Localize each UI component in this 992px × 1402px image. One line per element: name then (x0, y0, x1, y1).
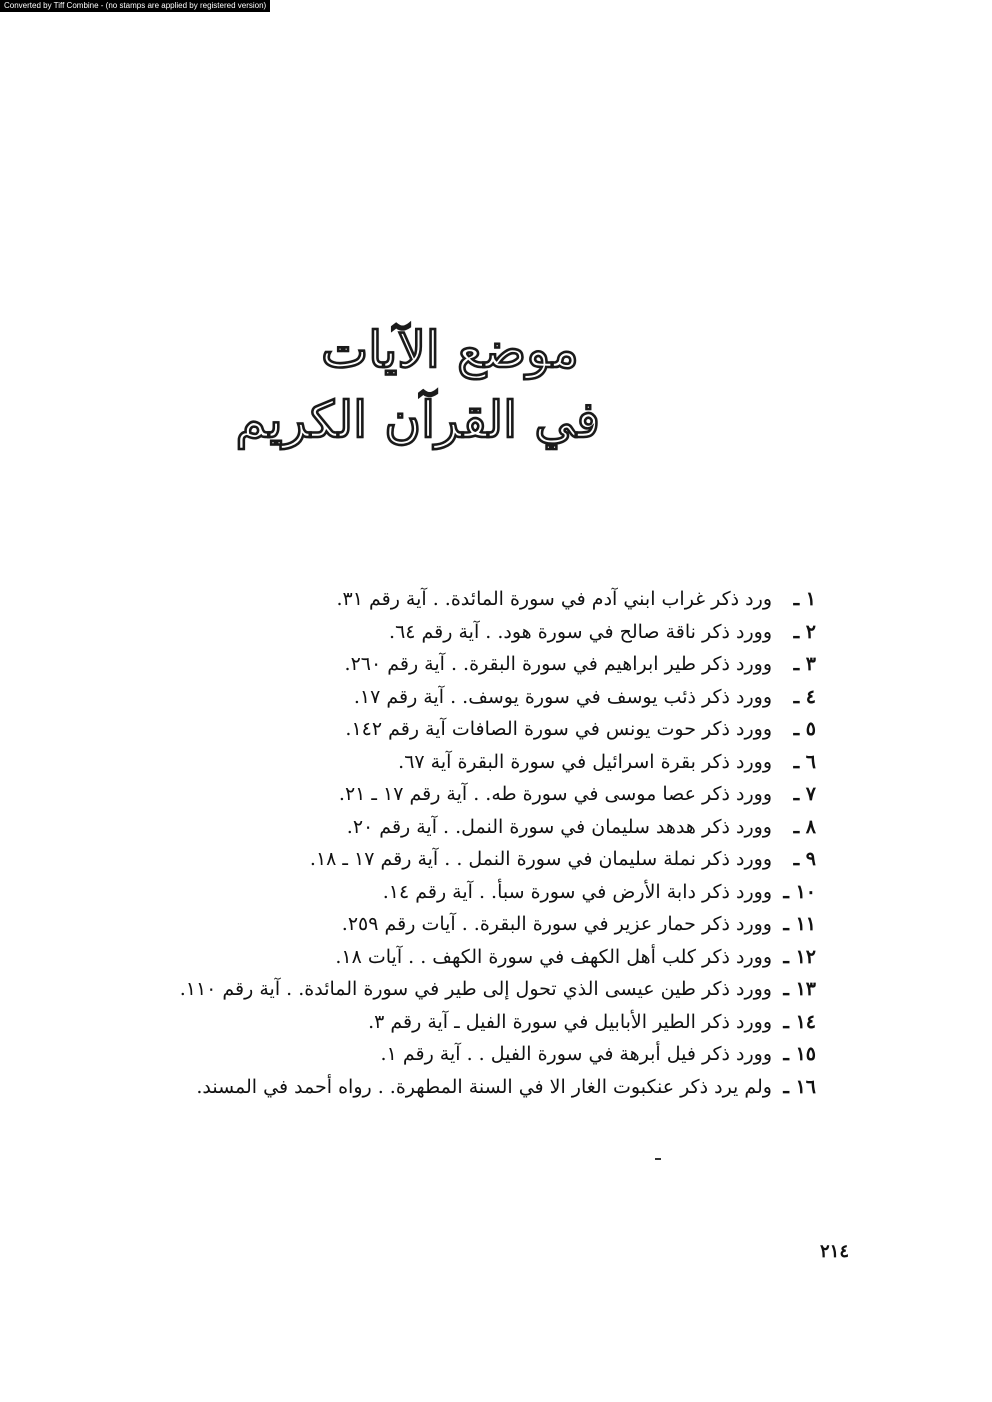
item-text: ولم يرد ذكر عنكبوت الغار الا في السنة المطهرة. . رواه أحمد في المسند. (196, 1075, 772, 1098)
page-title-line-1-text: موضع الآيات (321, 320, 579, 379)
list-item (176, 876, 816, 909)
item-number: ١٢ ـ (783, 945, 816, 968)
item-text: ورد ذكر غراب ابني آدم في سورة المائدة. . آية رقم ٣١. (336, 588, 772, 610)
item-number: ٦ ـ (793, 750, 816, 773)
list-item (176, 1006, 816, 1039)
list-item (176, 941, 816, 974)
list-item (176, 1038, 816, 1071)
list-item (176, 616, 816, 649)
item-text: وورد ذكر طين عيسى الذي تحول إلى طير في سورة المائدة. . آية رقم ١١٠. (179, 978, 772, 1000)
list-item (176, 713, 816, 746)
list-item (176, 778, 816, 811)
list-item (176, 973, 816, 1006)
page-title-line-1 (300, 320, 600, 380)
item-number: ٧ ـ (793, 783, 816, 805)
item-number: ١٣ ـ (783, 978, 816, 1000)
item-text: وورد ذكر دابة الأرض في سورة سبأ. . آية رقم ١٤. (382, 880, 772, 903)
item-number: ٥ ـ (793, 718, 816, 740)
item-number: ٩ ـ (793, 848, 816, 870)
item-text: وورد ذكر هدهد سليمان في سورة النمل. . آية رقم ٢٠. (346, 815, 772, 838)
item-text: وورد ذكر ناقة صالح في سورة هود. . آية رقم ٦٤. (389, 620, 772, 643)
list-item (176, 843, 816, 876)
item-number: ٤ ـ (793, 685, 816, 708)
item-text: وورد ذكر عصا موسى في سورة طه. . آية رقم ١٧ ـ ٢١. (338, 783, 772, 805)
list-item (176, 648, 816, 681)
item-text: وورد ذكر ذئب يوسف في سورة يوسف. . آية رقم ١٧. (353, 685, 772, 708)
page-title-line-2 (235, 390, 600, 450)
item-text: وورد ذكر بقرة اسرائيل في سورة البقرة آية ٦٧. (398, 750, 772, 773)
item-number: ١٦ ـ (783, 1075, 816, 1098)
item-number: ٣ ـ (793, 653, 816, 675)
list-item (176, 681, 816, 714)
list-item (176, 583, 816, 616)
list-item (176, 908, 816, 941)
item-text: وورد ذكر حمار عزير في سورة البقرة. . آيات رقم ٢٥٩. (341, 913, 772, 935)
item-text: وورد ذكر حوت يونس في سورة الصافات آية رقم ١٤٢. (345, 718, 772, 740)
item-text: وورد ذكر كلب أهل الكهف في سورة الكهف . . آيات ١٨. (335, 945, 772, 968)
item-number: ١ ـ (793, 588, 816, 610)
item-text: وورد ذكر طير ابراهيم في سورة البقرة. . آية رقم ٢٦٠. (344, 653, 772, 675)
page-title-line-2-text: في القرآن الكريم (235, 390, 600, 449)
item-text: وورد ذكر نملة سليمان في سورة النمل . . آية رقم ١٧ ـ ١٨. (309, 848, 772, 870)
list-item (176, 1071, 816, 1104)
scan-mark (655, 1158, 661, 1160)
item-number: ١٥ ـ (783, 1043, 816, 1065)
item-text: وورد ذكر الطير الأبابيل في سورة الفيل ـ آية رقم ٣. (368, 1010, 772, 1033)
item-number: ١٠ ـ (783, 880, 816, 903)
item-number: ١١ ـ (783, 913, 816, 935)
list-item (176, 746, 816, 779)
list-item (176, 811, 816, 844)
page-number: ٢١٤ (820, 1241, 850, 1262)
item-text: وورد ذكر فيل أبرهة في سورة الفيل . . آية رقم ١. (380, 1043, 772, 1065)
item-number: ٨ ـ (793, 815, 816, 838)
converter-banner: Converted by Tiff Combine - (no stamps are applied by registered version) (0, 0, 270, 12)
verse-list (176, 583, 816, 1103)
item-number: ١٤ ـ (783, 1010, 816, 1033)
item-number: ٢ ـ (793, 620, 816, 643)
